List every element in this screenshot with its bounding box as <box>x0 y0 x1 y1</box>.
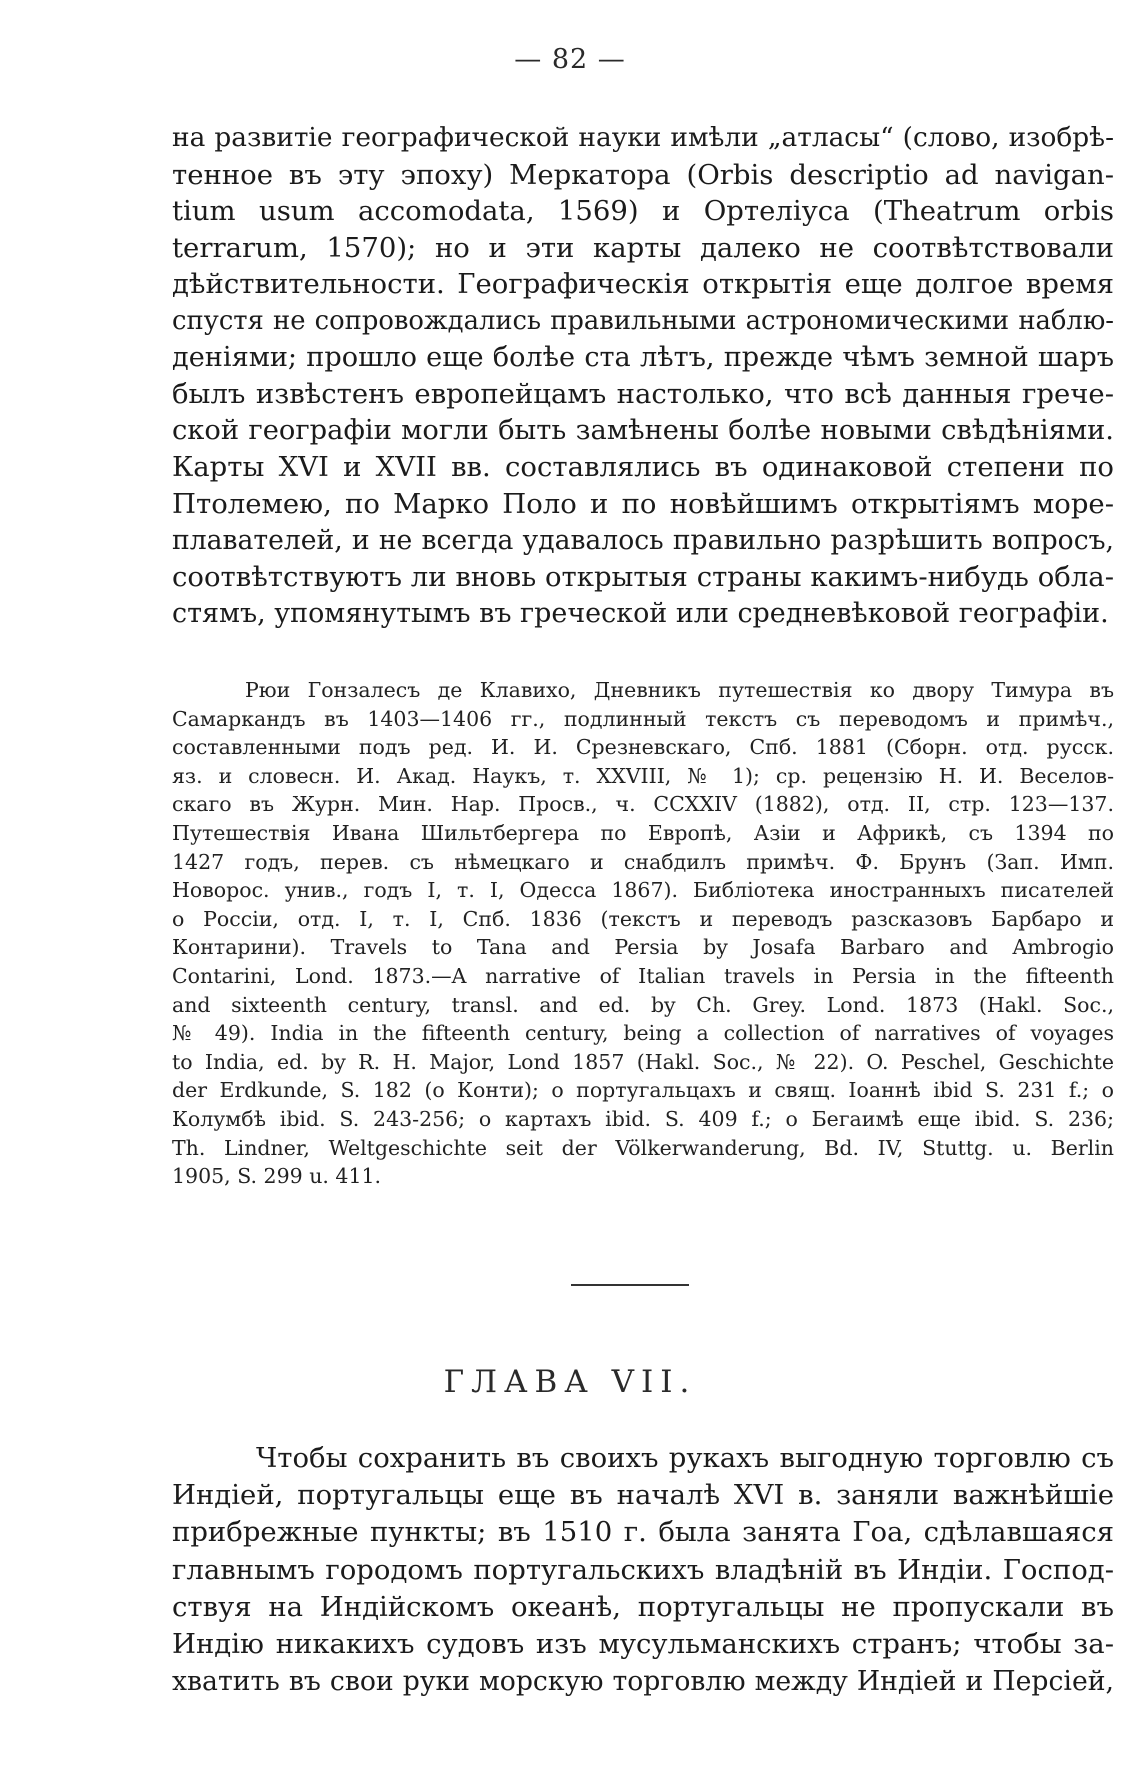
text-line: деніями; прошло еще болѣе ста лѣтъ, прежде чѣмъ земной шаръ <box>172 341 1114 373</box>
text-line: tium usum accomodata, 1569) и Ортелiуса (Theatrum orbis <box>172 195 1114 228</box>
footnote-line: № 49). India in the fifteenth century, being a collection of narratives of voyages <box>172 1021 1114 1046</box>
footnote-line: Колумбѣ ibid. S. 243-256; о картахъ ibid. S. 409 f.; о Бегаимѣ еще ibid. S. 236; <box>172 1106 1114 1131</box>
text-line: соотвѣтствуютъ ли вновь открытыя страны какимъ-нибудь обла- <box>172 561 1114 594</box>
footnote-line: составленными подъ ред. И. И. Срезневскаго, Спб. 1881 (Сборн. отд. русск. <box>172 735 1114 760</box>
footnote-line: 1905, S. 299 u. 411. <box>172 1164 382 1189</box>
footnote-line: Контарини). Travels to Tana and Persia by Josafa Barbaro and Ambrogio <box>172 935 1114 960</box>
text-line: Индію никакихъ судовъ изъ мусульманскихъ странъ; чтобы за- <box>172 1628 1114 1661</box>
text-line: былъ извѣстенъ европейцамъ настолько, что всѣ данныя грече- <box>172 378 1114 411</box>
text-line: на развитіе географической науки имѣли „атласы“ (слово, изобрѣ- <box>172 123 1114 153</box>
footnote-line: 1427 годъ, перев. съ нѣмецкаго и снабдилъ примѣч. Ф. Брунъ (Зап. Имп. <box>172 849 1114 874</box>
footnote-line: Новорос. унив., годъ I, т. I, Одесса 1867). Библіотека иностранныхъ писателей <box>172 878 1114 903</box>
footnote-line: о Россіи, отд. I, т. I, Спб. 1836 (текстъ и переводъ разсказовъ Барбаро и <box>172 906 1114 931</box>
text-line: Индіей, португальцы еще въ началѣ XVI в. заняли важнѣйшіе <box>172 1479 1114 1512</box>
text-line: прибрежные пункты; въ 1510 г. была занята Гоа, сдѣлавшаяся <box>172 1516 1114 1549</box>
footnote-line: Рюи Гонзалесъ де Клавихо, Дневникъ путешествія ко двору Тимура въ <box>245 678 1114 702</box>
text-line: Чтобы сохранить въ своихъ рукахъ выгодную торговлю съ <box>256 1442 1114 1474</box>
text-line: terrarum, 1570); но и эти карты далеко не соотвѣтствовали <box>172 231 1114 264</box>
section-divider <box>571 1284 689 1286</box>
footnote-line: der Erdkunde, S. 182 (о Конти); о португальцахъ и свящ. Iоаннѣ ibid S. 231 f.; о <box>172 1078 1114 1103</box>
footnote-line: to India, ed. by R. H. Major, Lond 1857 (Hakl. Soc., № 22). O. Peschel, Geschichte <box>172 1049 1114 1074</box>
text-line: плавателей, и не всегда удавалось правильно разрѣшить вопросъ, <box>172 524 1114 556</box>
text-line: спустя не сопровождались правильными астрономическими наблю- <box>172 305 1114 336</box>
chapter-title: ГЛАВА VII. <box>443 1364 697 1400</box>
text-line: тенное въ эту эпоху) Меркатора (Orbis descriptio ad navigan- <box>172 158 1114 191</box>
footnote-bibliography <box>172 676 1114 1191</box>
footnote-line: Contarini, Lond. 1873.—A narrative of Italian travels in Persia in the fifteenth <box>172 963 1114 988</box>
chapter-paragraph <box>172 1440 1114 1700</box>
text-line: дѣйствительности. Географическія открытія еще долгое время <box>172 268 1114 301</box>
footnote-line: скаго въ Журн. Мин. Нар. Просв., ч. CCXXIV (1882), отд. II, стр. 123—137. <box>172 792 1114 817</box>
text-line: стямъ, упомянутымъ въ греческой или средневѣковой географiи. <box>172 597 1109 629</box>
text-line: главнымъ городомъ португальскихъ владѣній въ Индіи. Господ- <box>172 1553 1114 1586</box>
footnote-line: Самаркандъ въ 1403—1406 гг., подлинный текстъ съ переводомъ и примѣч., <box>172 706 1114 731</box>
text-line: хватить въ свои руки морскую торговлю между Индіей и Персіей, <box>172 1666 1114 1698</box>
text-line: Птолемею, по Марко Поло и по новѣйшимъ открытiямъ море- <box>172 487 1114 520</box>
footnote-line: and sixteenth century, transl. and ed. by Ch. Grey. Lond. 1873 (Hakl. Soc., <box>172 992 1114 1017</box>
text-line: Карты XVI и XVII вв. составлялись въ одинаковой степени по <box>172 451 1114 484</box>
page-number: — 82 — <box>514 44 626 75</box>
footnote-line: Путешествія Ивана Шильтбергера по Европѣ, Азіи и Африкѣ, съ 1394 по <box>172 820 1114 845</box>
text-line: ской географiи могли быть замѣнены болѣе новыми свѣдѣніями. <box>172 414 1114 446</box>
text-line: ствуя на Индійскомъ океанѣ, португальцы не пропускали въ <box>172 1590 1114 1623</box>
main-paragraph <box>172 120 1114 632</box>
footnote-line: яз. и словесн. И. Акад. Наукъ, т. XXVIII, № 1); ср. рецензію Н. И. Веселов- <box>172 763 1114 788</box>
footnote-line: Th. Lindner, Weltgeschichte seit der Völkerwanderung, Bd. IV, Stuttg. u. Berlin <box>172 1135 1114 1160</box>
